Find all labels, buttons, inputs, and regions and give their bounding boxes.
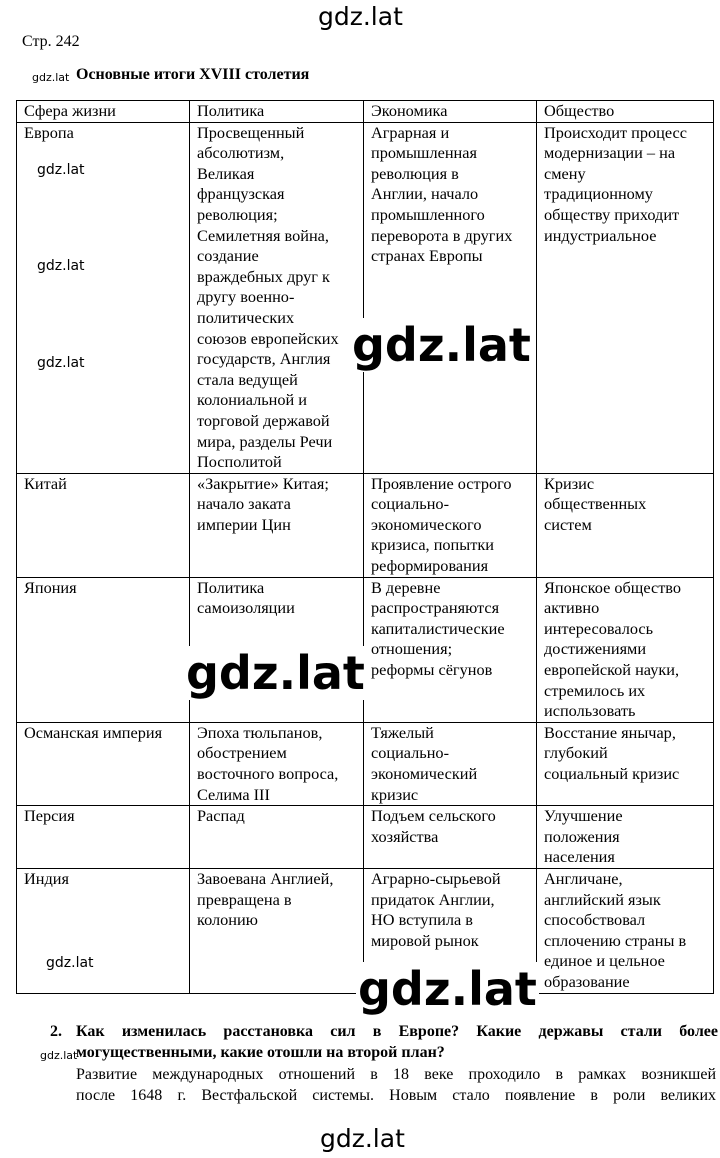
- cell-line: промышленная: [371, 143, 477, 163]
- cell-line: стала ведущей: [197, 369, 298, 389]
- cell-line: обществу приходит: [544, 204, 680, 224]
- cell-line: восточного вопроса,: [197, 764, 339, 783]
- cell-line: интересовалось: [544, 618, 654, 638]
- cell-line: мировой рынок: [371, 930, 479, 950]
- cell-line: империи Цин: [197, 514, 291, 534]
- cell-line: Кризис: [544, 473, 595, 493]
- header-society: Общество: [537, 101, 714, 123]
- cell-line: Проявление острого: [371, 473, 512, 493]
- cell-line: абсолютизм,: [197, 143, 285, 163]
- cell-line: другу военно-: [197, 287, 295, 307]
- watermark-table-1: gdz.lat: [37, 162, 85, 178]
- cell-line: Просвещенный: [197, 122, 305, 142]
- table-row: [17, 473, 714, 577]
- table-row: [17, 806, 714, 869]
- table-heading: Основные итоги XVIII столетия: [76, 66, 310, 83]
- cell-line: Великая: [197, 163, 255, 183]
- cell-line: НО вступила в: [371, 910, 473, 930]
- cell-line: Англии, начало: [371, 184, 479, 204]
- question-line-2: могущественными, какие отошли на второй план?: [76, 1044, 445, 1061]
- society-cell: [537, 722, 714, 805]
- politics-cell: [190, 868, 364, 993]
- table-body: [17, 122, 714, 993]
- economy-cell: [364, 806, 537, 869]
- answer-line-2: после 1648 г. Вестфальской системы. Новым стало появление в роли великих: [76, 1087, 716, 1104]
- cell-line: Аграрная и: [371, 122, 450, 142]
- cell-line: Завоевана Англией,: [197, 868, 334, 888]
- cell-line: традиционному: [544, 184, 653, 204]
- cell-line: превращена в: [197, 889, 292, 909]
- economy-cell: [364, 122, 537, 473]
- cell-line: реформирования: [371, 556, 489, 576]
- economy-cell: [364, 722, 537, 805]
- table-row: [17, 722, 714, 805]
- cell-line: Тяжелый: [371, 722, 434, 742]
- header-sphere: Сфера жизни: [17, 101, 190, 123]
- politics-cell: [190, 722, 364, 805]
- cell-line: экономический: [371, 764, 478, 783]
- cell-line: Посполитой: [197, 452, 282, 472]
- table-row: [17, 122, 714, 473]
- watermark-table-3: gdz.lat: [37, 355, 85, 371]
- region-cell: Китай: [17, 473, 190, 577]
- cell-line: активно: [544, 598, 600, 618]
- cell-line: модернизации – на: [544, 143, 676, 163]
- question-line-1: Как изменилась расстановка сил в Европе? Какие державы стали более: [76, 1023, 718, 1040]
- cell-line: обострением: [197, 743, 287, 763]
- cell-line: стремилось их: [544, 680, 646, 700]
- society-cell: [537, 473, 714, 577]
- region-cell: Персия: [17, 806, 190, 869]
- answer-text: [76, 1064, 716, 1106]
- cell-line: реформы сёгунов: [371, 660, 493, 680]
- society-cell: [537, 806, 714, 869]
- watermark-table-4: gdz.lat: [46, 955, 94, 971]
- watermark-large-3: gdz.lat: [358, 962, 537, 1016]
- cell-line: Подъем сельского: [371, 806, 496, 826]
- cell-line: Политика: [197, 577, 265, 597]
- politics-cell: [190, 122, 364, 473]
- cell-line: В деревне: [371, 577, 441, 597]
- region-cell: Япония: [17, 577, 190, 722]
- cell-line: французская: [197, 184, 285, 204]
- cell-line: Семилетняя война,: [197, 225, 329, 245]
- cell-line: населения: [544, 847, 615, 867]
- cell-line: достижениями: [544, 639, 647, 659]
- cell-line: социально-: [371, 743, 449, 763]
- cell-line: начало заката: [197, 494, 291, 514]
- cell-line: Аграрно-сырьевой: [371, 868, 501, 888]
- cell-line: колониальной и: [197, 390, 307, 410]
- cell-line: придаток Англии,: [371, 889, 495, 909]
- cell-line: Восстание янычар,: [544, 722, 676, 742]
- cell-line: хозяйства: [371, 826, 439, 846]
- header-economy: Экономика: [364, 101, 537, 123]
- cell-line: переворота в других: [371, 225, 513, 245]
- cell-line: революция в: [371, 163, 459, 183]
- watermark-top: gdz.lat: [318, 2, 403, 31]
- society-cell: [537, 577, 714, 722]
- cell-line: «Закрытие» Китая;: [197, 473, 329, 493]
- politics-cell: [190, 473, 364, 577]
- cell-line: колонию: [197, 910, 258, 930]
- cell-line: Эпоха тюльпанов,: [197, 722, 323, 742]
- cell-line: Селима III: [197, 784, 270, 804]
- cell-line: европейской науки,: [544, 660, 680, 680]
- watermark-large-2: gdz.lat: [186, 646, 365, 700]
- cell-line: отношения;: [371, 639, 453, 659]
- question-number: 2.: [50, 1023, 62, 1040]
- cell-line: Распад: [197, 806, 245, 826]
- cell-line: социально-: [371, 494, 449, 514]
- header-politics: Политика: [190, 101, 364, 123]
- cell-line: Японское общество: [544, 577, 682, 597]
- politics-cell: [190, 806, 364, 869]
- watermark-question: gdz.lat: [40, 1049, 78, 1062]
- watermark-heading: gdz.lat: [32, 71, 70, 84]
- cell-line: систем: [544, 514, 592, 534]
- cell-line: Англичане,: [544, 868, 623, 888]
- society-cell: [537, 868, 714, 993]
- cell-line: революция;: [197, 204, 278, 224]
- cell-line: сплочению страны в: [544, 930, 687, 950]
- economy-cell: [364, 577, 537, 722]
- cell-line: Происходит процесс: [544, 122, 687, 142]
- cell-line: положения: [544, 826, 620, 846]
- region-cell: Османская империя: [17, 722, 190, 805]
- cell-line: образование: [544, 971, 630, 991]
- cell-line: индустриальное: [544, 225, 657, 245]
- cell-line: Улучшение: [544, 806, 623, 826]
- question-2: [50, 1021, 718, 1063]
- cell-line: распространяются: [371, 598, 500, 618]
- cell-line: странах Европы: [371, 246, 483, 266]
- page-label: Стр. 242: [22, 33, 80, 50]
- cell-line: враждебных друг к: [197, 266, 330, 286]
- header-row: [17, 101, 714, 123]
- watermark-bottom: gdz.lat: [320, 1124, 405, 1153]
- cell-line: единое и цельное: [544, 951, 665, 971]
- cell-line: использовать: [544, 701, 636, 721]
- summary-table: [16, 100, 714, 994]
- answer-line-1: Развитие международных отношений в 18 веке проходило в рамках возникшей: [76, 1066, 716, 1083]
- cell-line: политических: [197, 307, 295, 327]
- cell-line: самоизоляции: [197, 598, 295, 618]
- cell-line: капиталистические: [371, 618, 505, 638]
- cell-line: экономического: [371, 514, 482, 534]
- cell-line: государств, Англия: [197, 349, 331, 369]
- region-cell: Индия: [17, 868, 190, 993]
- cell-line: социальный кризис: [544, 764, 680, 783]
- cell-line: английский язык: [544, 889, 661, 909]
- cell-line: промышленного: [371, 204, 485, 224]
- economy-cell: [364, 473, 537, 577]
- region-cell: Европа: [17, 122, 190, 473]
- society-cell: [537, 122, 714, 473]
- cell-line: кризис: [371, 784, 419, 804]
- cell-line: способствовал: [544, 910, 646, 930]
- cell-line: смену: [544, 163, 586, 183]
- cell-line: глубокий: [544, 743, 608, 763]
- watermark-large-1: gdz.lat: [352, 318, 531, 372]
- cell-line: общественных: [544, 494, 647, 514]
- cell-line: союзов европейских: [197, 328, 339, 348]
- cell-line: кризиса, попытки: [371, 535, 494, 555]
- cell-line: торговой державой: [197, 410, 330, 430]
- watermark-table-2: gdz.lat: [37, 258, 85, 274]
- cell-line: мира, разделы Речи: [197, 431, 333, 451]
- cell-line: создание: [197, 246, 259, 266]
